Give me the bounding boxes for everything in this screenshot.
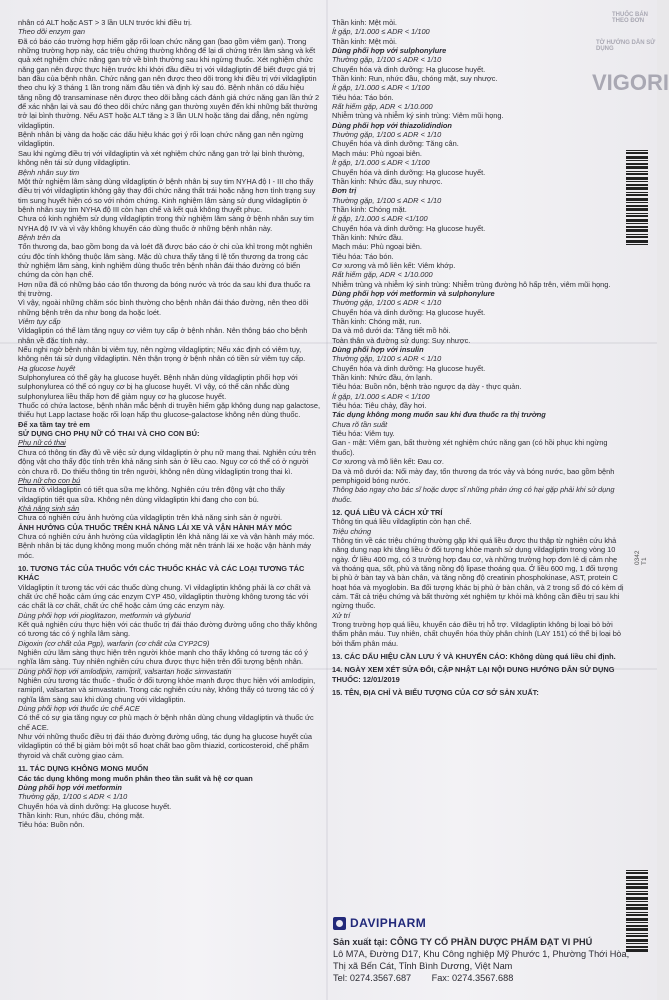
ghost-text: THUỐC BÁN THEO ĐƠN (612, 12, 648, 24)
text-line: Trong trường hợp quá liều, khuyến cáo điều trị hỗ trợ. Vildagliptin không bị loại bỏ bởi thẩm phân máu. Tuy nhiên, chất chuyển hóa thủy phân chính (LAY 151) có thể bị loại bỏ bởi thẩm phân máu. (332, 620, 621, 648)
text-line: Chuyển hóa và dinh dưỡng: Hạ glucose huyết. (332, 64, 486, 74)
text-line: 11. TÁC DỤNG KHÔNG MONG MUỐN (18, 764, 149, 774)
text-line: Tổn thương da, bao gồm bong da và loét đã được báo cáo ở chi của khỉ trong một nghiên cứu độc tính không thuộc lâm sàng. Mặc dù chưa thấy tăng tỉ lệ tổn thương da trong các thử nghiệm lâm sàng, kinh nghiệm dùng thuốc trên bệnh nhân đái tháo đường có biến chứng da còn hạn chế. (18, 242, 313, 280)
text-line: Vildagliptin có thể làm tăng nguy cơ viêm tụy cấp ở bệnh nhân. Nên thông báo cho bệnh nhân về đặc tính này. (18, 326, 308, 345)
text-line: ẢNH HƯỞNG CỦA THUỐC TRÊN KHẢ NĂNG LÁI XE VÀ VẬN HÀNH MÁY MÓC (18, 522, 292, 532)
barcode-bar (626, 872, 648, 874)
barcode-bar (626, 187, 648, 190)
text-line: Tiêu hóa: Táo bón. (332, 92, 394, 102)
barcode-bar (626, 156, 648, 159)
barcode-bar (626, 150, 648, 151)
text-line: Viêm tụy cấp (18, 317, 61, 326)
text-line: Chuyển hóa và dinh dưỡng: Hạ glucose huyết. (332, 307, 486, 317)
text-line: Dùng phối hợp với metformin và sulphonylure (332, 288, 495, 298)
text-line: Toàn thân và đường sử dụng: Suy nhược. (332, 335, 471, 345)
text-line: Rất hiếm gặp, ADR < 1/10.000 (332, 102, 433, 112)
text-line: Bệnh nhân suy tim (18, 167, 80, 177)
text-line: 13. CÁC DẤU HIỆU CẦN LƯU Ý VÀ KHUYẾN CÁO: Không dùng quá liều chỉ định. (332, 652, 616, 662)
barcode-bar (626, 198, 648, 201)
text-line: Hơn nữa đã có những báo cáo tổn thương da bóng nước và tróc da sau khi đưa thuốc ra thị trường. (18, 279, 311, 298)
barcode-bar (626, 194, 648, 196)
text-line: Kết quả nghiên cứu thực hiện với các thuốc trị đái tháo đường đường uống cho thấy không có tương tác có ý nghĩa lâm sàng. (18, 620, 317, 639)
text-line: Phụ nữ có thai (18, 438, 66, 448)
barcode-bar (626, 152, 648, 154)
fold-line (326, 0, 328, 1000)
text-line: Mạch máu: Phù ngoại biên. (332, 242, 422, 252)
barcode-bar (626, 891, 648, 892)
barcode-bar (626, 893, 648, 895)
text-line: Chuyển hóa và dinh dưỡng: Hạ glucose huyết. (332, 223, 486, 233)
barcode-bar (626, 163, 648, 165)
text-line: Thần kinh: Nhức đầu. (332, 232, 404, 242)
barcode (626, 150, 648, 280)
text-line: Thần kinh: Nhức đầu, ớn lạnh. (332, 373, 433, 383)
barcode-bar (626, 236, 648, 238)
text-line: Nhiễm trùng và nhiễm ký sinh trùng: Nhiễm trùng đường hô hấp trên, viêm mũi họng. (332, 279, 611, 289)
text-line: Vì vậy, ngoài những chăm sóc bình thường cho bệnh nhân đái tháo đường, nên theo dõi những bệnh trên da như bong da hoặc loét. (18, 298, 309, 317)
text-line: Dùng phối hợp với metformin (18, 782, 122, 792)
text-line: Thuốc có chứa lactose, bệnh nhân mắc bệnh di truyền hiếm gặp không dung nạp galactose, thiếu hụt Lapp lactase hoặc rối loạn hấp thu glucose-galactose không nên dùng thuốc. (18, 401, 321, 420)
barcode-bar (626, 933, 648, 934)
print-code: 0342 T1 (634, 550, 648, 565)
barcode-bar (626, 202, 648, 203)
text-line: Chuyển hóa và dinh dưỡng: Tăng cân. (332, 139, 459, 149)
text-line: Thường gặp, 1/100 ≤ ADR < 1/10 (332, 195, 442, 205)
text-line: Thông tin về các triệu chứng thường gặp khi quá liều được thu thập từ nghiên cứu khả năng dung nạp khi tăng liều ở đối tượng khỏe mạnh sử dụng vildagliptin trong vòng 10 ngày. Ở liều 400 mg, có 3 trường hợp đau cơ, và những trường hợp đơn lẻ dị cảm nhẹ và thoáng qua, sốt, phù và tăng nồng độ lipase thoáng qua. Ở liều 600 mg, 1 đối tượng bị phù ở bàn tay và bàn chân, và tăng nồng độ creatinin phosphokinase, AST, protein C hoạt hóa và myoglobin. Ba đối tượng khác bị phù ở bàn chân, và 2 trong số đó có kèm dị cảm. Tất cả triệu chứng và bất thường xét nghiệm tự khỏi mà không cần điều trị sau khi ngừng thuốc. (332, 535, 624, 611)
text-line: Vildagliptin ít tương tác với các thuốc dùng chung. Vì vildagliptin không phải là cơ chất và chất ức chế hoặc cảm ứng các enzym CYP 450, vildagliptin thường không tương tác với các chất là cơ chất, chất ức chế hoặc cảm ứng các enzym này. (18, 582, 311, 611)
text-line: Chưa có nghiên cứu ảnh hưởng của vildagliptin lên khả năng lái xe và vận hành máy móc. Bệnh nhân bị tác dụng không mong muốn chóng mặt nên tránh lái xe hoặc vận hành máy móc. (18, 531, 315, 560)
barcode-bar (626, 208, 648, 211)
text-line: Chuyển hóa và dinh dưỡng: Hạ glucose huyết. (332, 363, 486, 373)
barcode-bar (626, 223, 648, 224)
text-line: Da và mô dưới da: Tăng tiết mồ hôi. (332, 326, 451, 336)
davipharm-logo-icon (333, 917, 346, 930)
text-line: Phụ nữ cho con bú (18, 475, 81, 485)
barcode-bar (626, 219, 648, 222)
text-line: Đơn trị (332, 186, 357, 196)
text-line: Ít gặp, 1/1.000 ≤ ADR <1/100 (332, 214, 428, 224)
text-line: Tiêu hóa: Buồn nôn, bệnh trào ngược dạ dày - thực quản. (332, 382, 522, 392)
barcode-bar (626, 880, 648, 881)
barcode-bar (626, 904, 648, 906)
text-line: nhân có ALT hoặc AST > 3 lần ULN trước khi điều trị. (18, 18, 192, 27)
text-line: Ít gặp, 1/1.000 ≤ ADR < 1/100 (332, 83, 430, 93)
text-line: Thần kinh: Chóng mặt, run. (332, 317, 422, 326)
text-line: Dùng phối hợp với sulphonylure (332, 46, 447, 56)
text-line: Nghiên cứu tương tác thuốc - thuốc ở đối tượng khỏe mạnh được thực hiện với amlodipin, ramipril, valsartan và simvastatin. Trong các nghiên cứu này, không thấy có tương tác có ý nghĩa lâm sàng sau khi dùng chung với vildagliptin. (18, 676, 316, 704)
manufacturer-logo (333, 916, 426, 930)
text-line: Ít gặp, 1/1.000 ≤ ADR < 1/100 (332, 27, 430, 37)
text-line: Chuyển hóa và dinh dưỡng: Hạ glucose huyết. (18, 801, 172, 811)
text-line: Sulphonylurea có thể gây hạ glucose huyết. Bệnh nhân dùng vildagliptin phối hợp với sulphonylurea có thể có nguy cơ bị hạ glucose huyết. Vì vậy, có thể cân nhắc dùng sulphonylurea liều thấp hơn để giảm nguy cơ hạ glucose huyết. (18, 373, 298, 401)
text-line: Thần kinh: Run, nhức đầu, chóng mặt. (18, 810, 145, 820)
barcode-bar (626, 177, 648, 180)
text-line: Khả năng sinh sản (18, 503, 80, 513)
text-line: Gan - mật: Viêm gan, bất thường xét nghiệm chức năng gan (có hồi phục khi ngừng thuốc). (332, 438, 608, 457)
text-line: Chuyển hóa và dinh dưỡng: Hạ glucose huyết. (332, 167, 486, 177)
text-line: Dùng phối hợp với pioglitazon, metformin và glyburid (18, 610, 191, 620)
ghost-text: VIGORI (592, 70, 669, 95)
manufacturer-contact: Tel: 0274.3567.687 Fax: 0274.3567.688 (333, 973, 514, 983)
text-line: Thường gặp, 1/100 ≤ ADR < 1/10 (332, 298, 442, 308)
manufacturer-address: Lô M7A, Đường D17, Khu Công nghiệp Mỹ Phước 1, Phường Thới Hòa, Thị xã Bến Cát, Tỉnh Bình Dương, Việt Nam (333, 949, 630, 971)
barcode-bar (626, 912, 648, 913)
text-line: Thông báo ngay cho bác sĩ hoặc dược sĩ những phản ứng có hại gặp phải khi sử dụng thuốc. (332, 485, 615, 504)
barcode-bar (626, 181, 648, 182)
text-line: Thần kinh: Chóng mặt. (332, 204, 407, 214)
text-line: Thần kinh: Mệt mỏi. (332, 18, 397, 27)
barcode-bar (626, 870, 648, 871)
text-line: Dùng phối hợp với insulin (332, 345, 424, 355)
barcode-bar (626, 907, 648, 910)
barcode-bar (626, 173, 648, 175)
text-line: Thường gặp, 1/100 ≤ ADR < 1/10 (332, 354, 442, 364)
text-line: Như với những thuốc điều trị đái tháo đường đường uống, tác dụng hạ glucose huyết của vildagliptin có thể bị giảm bởi một số hoạt chất bao gồm thiazid, corticosteroid, chế phẩm thyroid và chất cường giao cảm. (18, 732, 313, 760)
barcode-bar (626, 928, 648, 931)
text-line: Đã có báo cáo trường hợp hiếm gặp rối loạn chức năng gan (bao gồm viêm gan). Trong những trường hợp này, các triệu chứng thường không để lại di chứng trên lâm sàng và kết quả xét nghiệm chức năng gan trở về bình thường sau khi ngừng thuốc. Xét nghiệm chức năng gan nên được thực hiện trước khi khởi đầu điều trị với vildagliptin để biết được giá trị ban đầu của bệnh nhân. Chức năng gan nên được theo dõi trong khi điều trị với vildagliptin theo chu kỳ 3 tháng 1 lần trong năm đầu tiên và định kỳ sau đó. Bệnh nhân có dấu hiệu tăng nồng độ transaminase nên được theo dõi bằng cách đánh giá chức năng gan lần thứ 2 để xác nhận lại và sau đó theo dõi chức năng gan thường xuyên đến khi những bất thường trở lại bình thường. Nếu AST hoặc ALT tăng ≥ 3 lần ULN hoặc tăng dai dẳng, nên ngừng vildagliptin. (18, 36, 320, 130)
right-text-column (332, 18, 624, 697)
text-line: Nếu nghi ngờ bệnh nhân bị viêm tụy, nên ngừng vildagliptin; Nếu xác định có viêm tụy, không nên tái sử dụng vildagliptin. Nên thận trọng ở bệnh nhân có tiền sử viêm tụy cấp. (18, 345, 306, 364)
text-line: Rất hiếm gặp, ADR < 1/10.000 (332, 270, 433, 280)
barcode-bar (626, 918, 648, 921)
barcode-bar (626, 922, 648, 923)
barcode-bar (626, 897, 648, 900)
barcode-bar (626, 171, 648, 172)
manufacturer-name: Sản xuất tại: CÔNG TY CỔ PHẦN DƯỢC PHẨM ĐẠT VI PHÚ (333, 937, 593, 947)
text-line: Thông tin quá liều vildagliptin còn hạn chế. (332, 517, 472, 527)
text-line: Dùng phối hợp với thiazolidindion (332, 120, 452, 130)
barcode-bar (626, 160, 648, 161)
text-line: Thường gặp, 1/100 ≤ ADR < 1/10 (332, 130, 442, 140)
text-line: Tác dụng không mong muốn sau khi đưa thuốc ra thị trường (332, 410, 546, 420)
barcode-bar (626, 914, 648, 916)
barcode-bar (626, 215, 648, 217)
text-line: SỬ DỤNG CHO PHỤ NỮ CÓ THAI VÀ CHO CON BÚ: (18, 429, 200, 439)
manufacturer-info (333, 936, 633, 984)
text-line: Chưa có nghiên cứu ảnh hưởng của vildagliptin trên khả năng sinh sản ở người. (18, 513, 283, 523)
text-line: 12. QUÁ LIỀU VÀ CÁCH XỬ TRÍ (332, 507, 443, 517)
barcode-bar (626, 192, 648, 193)
text-line: Nhiễm trùng và nhiễm ký sinh trùng: Viêm mũi họng. (332, 111, 504, 121)
barcode-bar (626, 184, 648, 186)
text-line: Thần kinh: Run, nhức đầu, chóng mặt, suy nhược. (332, 74, 498, 84)
text-line: Bệnh nhân bị vàng da hoặc các dấu hiệu khác gợi ý rối loạn chức năng gan nên ngừng vildagliptin. (18, 130, 304, 149)
text-line: Mạch máu: Phù ngoại biên. (332, 148, 422, 158)
text-line: Chưa có thông tin đầy đủ về việc sử dụng vildagliptin ở phụ nữ mang thai. Nghiên cứu trên động vật cho thấy độc tính trên khả năng sinh sản ở liều cao. Nguy cơ có thể có ở người còn chưa rõ. Do thiếu thông tin trên người, không nên dùng vildagliptin trong thai kì. (18, 447, 316, 476)
text-line: Để xa tầm tay trẻ em (18, 419, 90, 429)
text-line: Thần kinh: Mệt mỏi. (332, 36, 397, 46)
text-line: Cơ xương và mô liên kết: Đau cơ. (332, 457, 444, 467)
text-line: Hạ glucose huyết (18, 363, 76, 373)
text-line: Sau khi ngừng điều trị với vildagliptin và xét nghiệm chức năng gan trở lại bình thường, không nên tái sử dụng vildagliptin. (18, 148, 305, 168)
barcode-bar (626, 229, 648, 232)
text-line: Dùng phối hợp với amlodipin, ramipril, valsartan hoặc simvastatin (18, 666, 232, 676)
text-line: Chưa có kinh nghiệm sử dụng vildagliptin trong thử nghiệm lâm sàng ở bệnh nhân suy tim NYHA độ IV và vì vậy không khuyến cáo dùng thuốc ở những bệnh nhân này. (18, 214, 314, 233)
text-line: Dùng phối hợp với thuốc ức chế ACE (18, 704, 140, 714)
text-line: Chưa rõ vildagliptin có tiết qua sữa mẹ không. Nghiên cứu trên động vật cho thấy vildagliptin tiết qua sữa. Không nên dùng vildagliptin khi đang cho con bú. (18, 485, 285, 504)
text-line: Nghiên cứu lâm sàng thực hiện trên người khỏe mạnh cho thấy không có tương tác có ý nghĩa lâm sàng. Tuy nhiên nghiên cứu chưa được thực hiện trên đối tượng bệnh nhân. (18, 648, 308, 667)
text-line: Có thể có sự gia tăng nguy cơ phù mạch ở bệnh nhân dùng chung vildagliptin và thuốc ức chế ACE. (18, 713, 314, 732)
text-line: Thần kinh: Nhức đầu, suy nhược. (332, 176, 443, 186)
barcode-bar (626, 244, 648, 245)
text-line: Thường gặp, 1/100 ≤ ADR < 1/10 (332, 55, 442, 65)
text-line: Digoxin (cơ chất của Pgp), warfarin (cơ chất của CYP2C9) (18, 638, 210, 648)
text-line: Ít gặp, 1/1.000 ≤ ADR < 1/100 (332, 158, 430, 168)
logo-text: DAVIPHARM (350, 916, 427, 930)
text-line: Xử trí (332, 610, 351, 620)
text-line: Ít gặp, 1/1.000 ≤ ADR < 1/100 (332, 391, 430, 401)
barcode-bar (626, 240, 648, 243)
text-line: 14. NGÀY XEM XÉT SỬA ĐỔI, CẬP NHẬT LẠI NỘI DUNG HƯỚNG DẪN SỬ DỤNG THUỐC: 12/01/2019 (332, 665, 615, 684)
left-text-column (18, 18, 320, 830)
text-line: Cơ xương và mô liên kết: Viêm khớp. (332, 260, 456, 270)
barcode-bar (626, 234, 648, 235)
text-line: Một thử nghiệm lâm sàng dùng vildagliptin ở bệnh nhân bị suy tim NYHA độ I - III cho thấy điều trị với vildagliptin không gây thay đổi chức năng thất trái hoặc nặng hơn tình trạng suy tim sung huyết hiện có so với nhóm chứng. Kinh nghiệm lâm sàng sử dụng vildagliptin ở bệnh nhân suy tim NYHA độ III còn hạn chế và kết quả không thuyết phục. (18, 176, 316, 214)
text-line: Các tác dụng không mong muốn phân theo tần suất và hệ cơ quan (18, 773, 253, 783)
text-line: 15. TÊN, ĐỊA CHỈ VÀ BIỂU TƯỢNG CỦA CƠ SỞ SẢN XUẤT: (332, 688, 539, 698)
text-line: Bệnh trên da (18, 232, 61, 242)
barcode-bar (626, 883, 648, 885)
barcode-bar (626, 205, 648, 207)
text-line: Da và mô dưới da: Nổi mày đay, tổn thương da tróc vảy và bóng nước, bao gồm bệnh pemphigoid bóng nước. (332, 466, 615, 485)
barcode-bar (626, 226, 648, 228)
text-line: Triệu chứng (332, 526, 372, 536)
ghost-text: TỜ HƯỚNG DẪN SỬ DỤNG (596, 40, 656, 52)
barcode-bar (626, 213, 648, 214)
text-line: Chưa rõ tần suất (332, 419, 388, 429)
text-line: Tiêu hóa: Táo bón. (332, 251, 394, 261)
text-line: Tiêu hóa: Buồn nôn. (18, 820, 85, 830)
text-line: Theo dõi enzym gan (18, 27, 85, 37)
barcode-bar (626, 166, 648, 169)
barcode-bar (626, 901, 648, 902)
text-line: Thường gặp, 1/100 ≤ ADR < 1/10 (18, 792, 128, 802)
barcode-bar (626, 876, 648, 879)
text-line: Tiêu hóa: Tiêu chảy, đầy hơi. (332, 401, 427, 411)
text-line: Tiêu hóa: Viêm tụy. (332, 429, 395, 439)
text-line: 10. TƯƠNG TÁC CỦA THUỐC VỚI CÁC THUỐC KHÁC VÀ CÁC LOẠI TƯƠNG TÁC KHÁC (18, 563, 305, 583)
barcode-bar (626, 886, 648, 889)
barcode-bar (626, 925, 648, 927)
